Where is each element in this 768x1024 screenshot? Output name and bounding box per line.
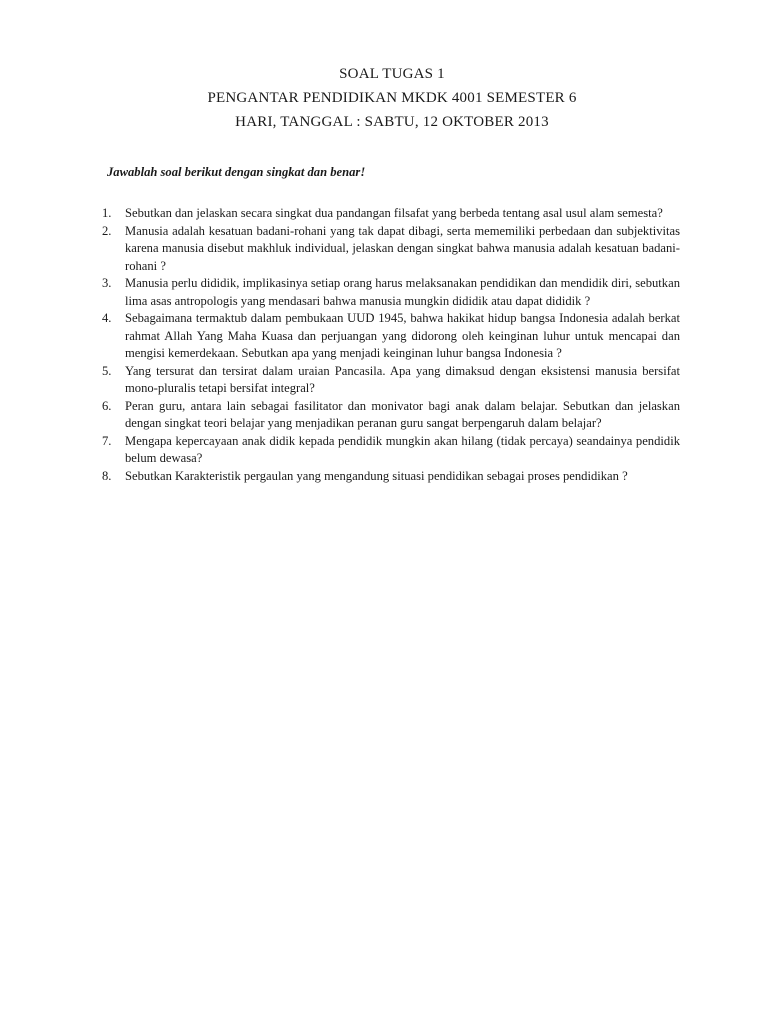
question-item	[100, 433, 680, 468]
question-text: Peran guru, antara lain sebagai fasilitator dan monivator bagi anak dalam belajar. Sebutkan dan jelaskan dengan singkat teori belajar yang menjadikan peranan guru sangat berpengaruh dalam belajar?	[125, 398, 680, 430]
question-text: Sebagaimana termaktub dalam pembukaan UUD 1945, bahwa hakikat hidup bangsa Indonesia adalah berkat rahmat Allah Yang Maha Kuasa dan perjuangan yang didorong oleh keinginan luhur untuk mencapai dan mengisi kemerdekaan. Sebutkan apa yang menjadi keinginan luhur bangsa Indonesia ?	[125, 311, 680, 360]
question-item	[100, 223, 680, 276]
question-number: 2.	[102, 223, 112, 238]
question-list	[100, 205, 680, 485]
question-item	[100, 310, 680, 363]
question-text: Sebutkan Karakteristik pergaulan yang mengandung situasi pendidikan sebagai proses pendidikan ?	[125, 468, 628, 483]
question-text: Yang tersurat dan tersirat dalam uraian Pancasila. Apa yang dimaksud dengan eksistensi manusia bersifat mono-pluralis tetapi bersifat integral?	[125, 363, 680, 395]
instruction-text: Jawablah soal berikut dengan singkat dan benar!	[107, 165, 366, 179]
question-number: 6.	[102, 398, 112, 413]
course-title: PENGANTAR PENDIDIKAN MKDK 4001 SEMESTER 6	[207, 90, 577, 106]
question-number: 8.	[102, 468, 112, 483]
question-number: 4.	[102, 311, 112, 325]
question-text: Manusia perlu dididik, implikasinya setiap orang harus melaksanakan pendidikan dan mendidik diri, sebutkan lima asas antropologis yang mendasari bahwa manusia mungkin dididik atau dapat dididik ?	[125, 276, 680, 308]
question-text: Mengapa kepercayaan anak didik kepada pendidik mungkin akan hilang (tidak percaya) seandainya pendidik belum dewasa?	[125, 433, 680, 465]
question-text: Manusia adalah kesatuan badani-rohani yang tak dapat dibagi, serta mememiliki perbedaan dan subjektivitas karena manusia disebut makhluk individual, jelaskan dengan singkat bahwa manusia adalah kesatuan badani- rohani ?	[125, 223, 680, 273]
question-item	[100, 205, 680, 223]
question-number: 7.	[102, 433, 112, 448]
question-item	[100, 275, 680, 310]
date-line: HARI, TANGGAL : SABTU, 12 OKTOBER 2013	[235, 114, 549, 130]
question-item	[100, 363, 680, 398]
question-item	[100, 398, 680, 433]
question-number: 5.	[102, 363, 112, 378]
question-text: Sebutkan dan jelaskan secara singkat dua pandangan filsafat yang berbeda tentang asal usul alam semesta?	[125, 206, 663, 220]
document-header	[0, 62, 768, 134]
question-item	[100, 468, 680, 486]
question-number: 1.	[102, 206, 112, 220]
question-number: 3.	[102, 276, 112, 290]
assignment-title: SOAL TUGAS 1	[339, 66, 445, 82]
